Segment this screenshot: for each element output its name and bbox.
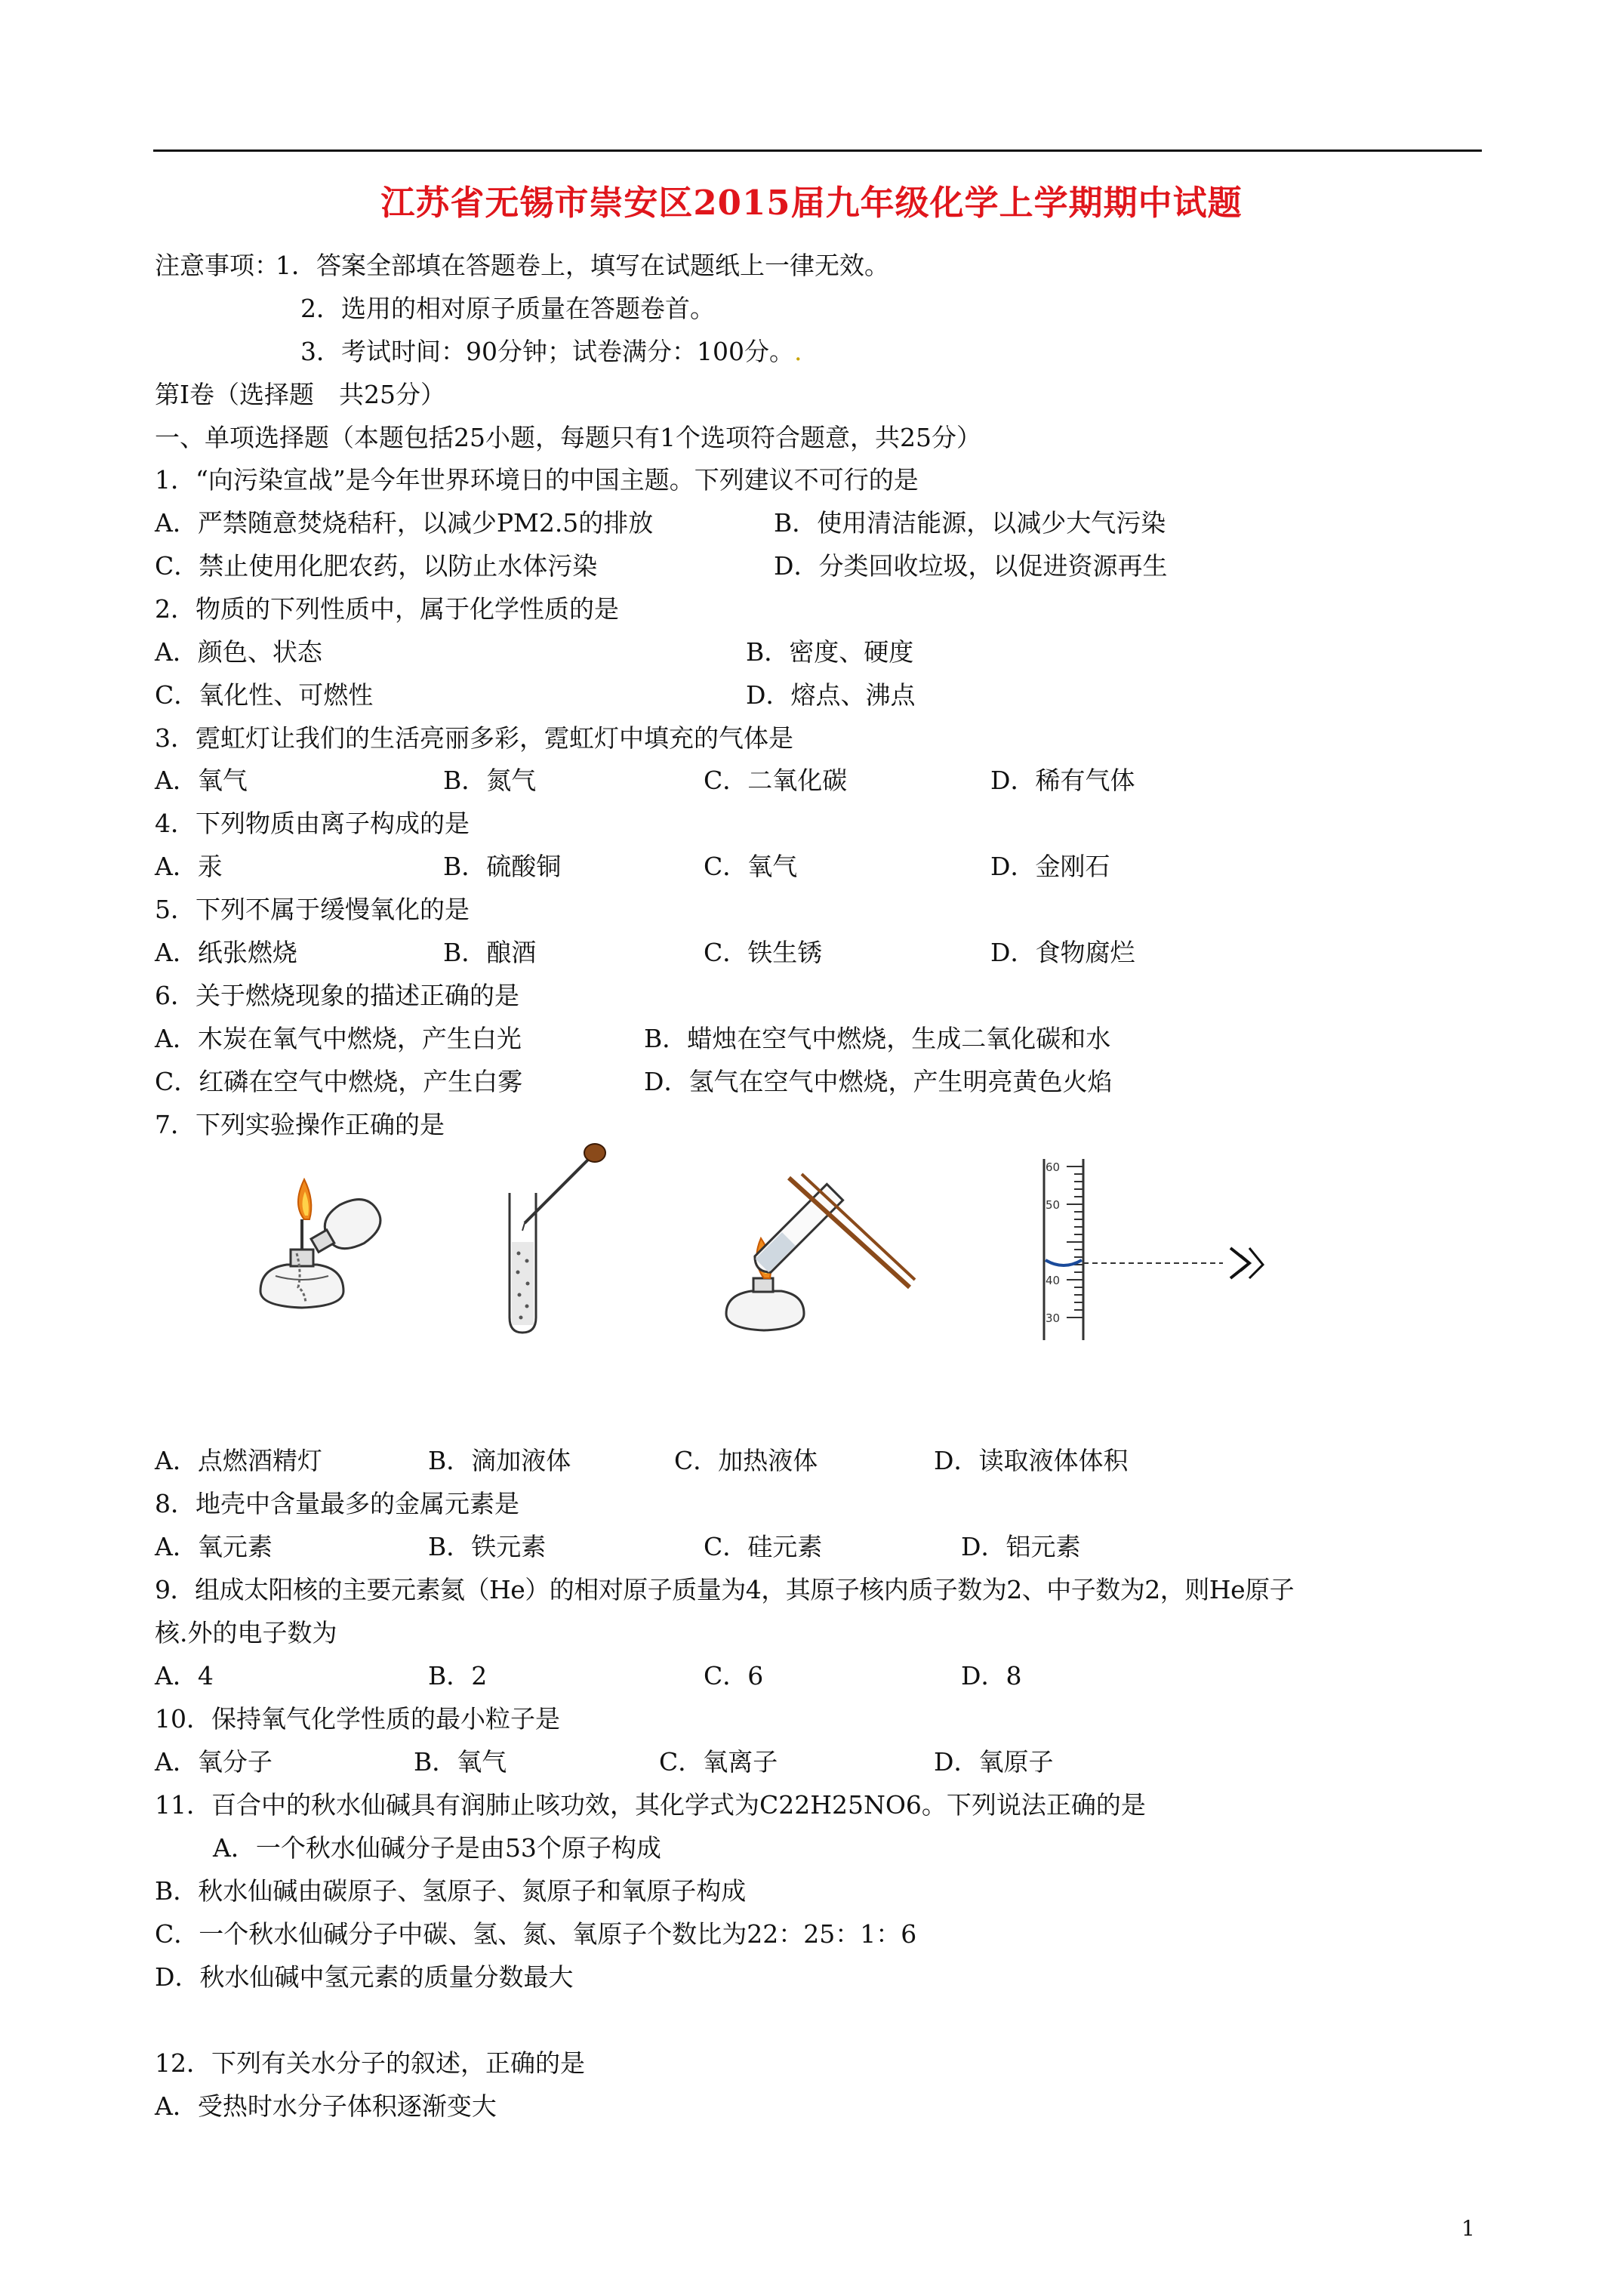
alcohol-lamp-lighting-figure bbox=[245, 1178, 411, 1329]
q8-option-d: D．铝元素 bbox=[961, 1532, 1081, 1561]
q11-option-d: D．秋水仙碱中氢元素的质量分数最大 bbox=[155, 1962, 574, 1992]
q9-option-b: B．2 bbox=[428, 1661, 488, 1690]
q2-option-d: D．熔点、沸点 bbox=[746, 680, 916, 710]
q3-stem-text: 3．霓虹灯让我们的生活亮丽多彩，霓虹灯中填充的气体是 bbox=[155, 723, 793, 753]
heating-liquid-figure bbox=[717, 1174, 921, 1348]
q9-option-d: D．8 bbox=[961, 1661, 1022, 1690]
measuring-cylinder-figure bbox=[1023, 1159, 1272, 1340]
q3-option-d: D．稀有气体 bbox=[990, 766, 1135, 795]
q4-stem-text: 4．下列物质由离子构成的是 bbox=[155, 809, 470, 838]
q2-stem-text: 2．物质的下列性质中，属于化学性质的是 bbox=[155, 594, 619, 624]
q8-option-b: B．铁元素 bbox=[428, 1532, 547, 1561]
notes-label: 注意事项： bbox=[155, 251, 279, 280]
q5-option-b: B．酿酒 bbox=[443, 938, 537, 967]
q6-stem-text: 6．关于燃烧现象的描述正确的是 bbox=[155, 981, 519, 1010]
note-3-mark: . bbox=[793, 337, 802, 366]
q8-option-a: A．氧元素 bbox=[155, 1532, 273, 1561]
q10-option-c: C．氧离子 bbox=[659, 1747, 778, 1777]
q10-option-d: D．氧原子 bbox=[934, 1747, 1054, 1777]
q11-stem-text: 11．百合中的秋水仙碱具有润肺止咳功效，其化学式为C22H25NO6。下列说法正确的是 bbox=[155, 1790, 1146, 1820]
q7-option-c: C．加热液体 bbox=[674, 1446, 818, 1475]
q11-option-b: B．秋水仙碱由碳原子、氢原子、氮原子和氧原子构成 bbox=[155, 1876, 747, 1906]
q1-option-d: D．分类回收垃圾，以促进资源再生 bbox=[774, 551, 1168, 581]
q9-option-a: A．4 bbox=[155, 1661, 214, 1690]
q12-option-a: A．受热时水分子体积逐渐变大 bbox=[155, 2091, 497, 2121]
exam-title: 江苏省无锡市崇安区2015届九年级化学上学期期中试题 bbox=[380, 183, 1243, 223]
q6-option-d: D．氢气在空气中燃烧，产生明亮黄色火焰 bbox=[644, 1067, 1113, 1096]
q2-option-b: B．密度、硬度 bbox=[746, 637, 914, 667]
q8-option-c: C．硅元素 bbox=[704, 1532, 823, 1561]
q8-stem-text: 8．地壳中含量最多的金属元素是 bbox=[155, 1489, 519, 1518]
q7-option-a: A．点燃酒精灯 bbox=[155, 1446, 322, 1475]
q3-option-c: C．二氧化碳 bbox=[704, 766, 848, 795]
q6-option-b: B．蜡烛在空气中燃烧，生成二氧化碳和水 bbox=[644, 1024, 1111, 1053]
q1-option-b: B．使用清洁能源，以减少大气污染 bbox=[774, 508, 1166, 538]
q1-option-a: A．严禁随意焚烧秸秆，以减少PM2.5的排放 bbox=[155, 508, 654, 538]
q4-option-c: C．氧气 bbox=[704, 852, 798, 881]
q5-option-c: C．铁生锈 bbox=[704, 938, 823, 967]
q3-option-a: A．氧气 bbox=[155, 766, 248, 795]
q10-option-b: B．氧气 bbox=[414, 1747, 507, 1777]
page-number: 1 bbox=[1461, 2216, 1475, 2241]
dropper-test-tube-figure bbox=[483, 1140, 619, 1336]
note-1: 1．答案全部填在答题卷上，填写在试题纸上一律无效。 bbox=[276, 251, 889, 280]
note-3-text: 3．考试时间：90分钟；试卷满分：100分。 bbox=[300, 337, 794, 366]
q4-option-d: D．金刚石 bbox=[990, 852, 1110, 881]
note-3 bbox=[300, 337, 802, 367]
q2-option-a: A．颜色、状态 bbox=[155, 637, 322, 667]
scale-30: 30 bbox=[1046, 1311, 1061, 1325]
note-2: 2．选用的相对原子质量在答题卷首。 bbox=[300, 294, 715, 323]
q2-option-c: C．氧化性、可燃性 bbox=[155, 680, 374, 710]
q7-option-d: D．读取液体体积 bbox=[934, 1446, 1129, 1475]
q7-stem-text: 7．下列实验操作正确的是 bbox=[155, 1110, 445, 1139]
q4-option-b: B．硫酸铜 bbox=[443, 852, 562, 881]
q1-option-c: C．禁止使用化肥农药，以防止水体污染 bbox=[155, 551, 598, 581]
q6-option-c: C．红磷在空气中燃烧，产生白雾 bbox=[155, 1067, 523, 1096]
q3-option-b: B．氮气 bbox=[443, 766, 537, 795]
q9-option-c: C．6 bbox=[704, 1661, 764, 1690]
q4-option-a: A．汞 bbox=[155, 852, 223, 881]
q5-option-a: A．纸张燃烧 bbox=[155, 938, 297, 967]
q5-stem-text: 5．下列不属于缓慢氧化的是 bbox=[155, 895, 470, 924]
q11-option-c: C．一个秋水仙碱分子中碳、氢、氮、氧原子个数比为22：25：1：6 bbox=[155, 1919, 917, 1949]
q11-option-a: A．一个秋水仙碱分子是由53个原子构成 bbox=[213, 1833, 661, 1863]
q5-option-d: D．食物腐烂 bbox=[990, 938, 1135, 967]
q10-stem-text: 10．保持氧气化学性质的最小粒子是 bbox=[155, 1704, 560, 1734]
scale-50: 50 bbox=[1046, 1198, 1061, 1212]
q12-stem-text: 12．下列有关水分子的叙述，正确的是 bbox=[155, 2048, 585, 2078]
scale-60: 60 bbox=[1046, 1160, 1061, 1174]
header-rule bbox=[153, 149, 1482, 152]
q9-stem-text-2: 核.外的电子数为 bbox=[155, 1618, 337, 1647]
q10-option-a: A．氧分子 bbox=[155, 1747, 273, 1777]
q1-stem-text: 1．“向污染宣战”是今年世界环境日的中国主题。下列建议不可行的是 bbox=[155, 465, 919, 495]
section-label: 一、单项选择题（本题包括25小题，每题只有1个选项符合题意，共25分） bbox=[155, 423, 981, 452]
scale-40: 40 bbox=[1046, 1274, 1061, 1287]
q6-option-a: A．木炭在氧气中燃烧，产生白光 bbox=[155, 1024, 522, 1053]
part-label: 第I卷（选择题 共25分） bbox=[155, 380, 446, 409]
q9-stem-text-1: 9．组成太阳核的主要元素氦（He）的相对原子质量为4，其原子核内质子数为2、中子数为2，则He原子 bbox=[155, 1575, 1295, 1604]
q7-option-b: B．滴加液体 bbox=[428, 1446, 571, 1475]
